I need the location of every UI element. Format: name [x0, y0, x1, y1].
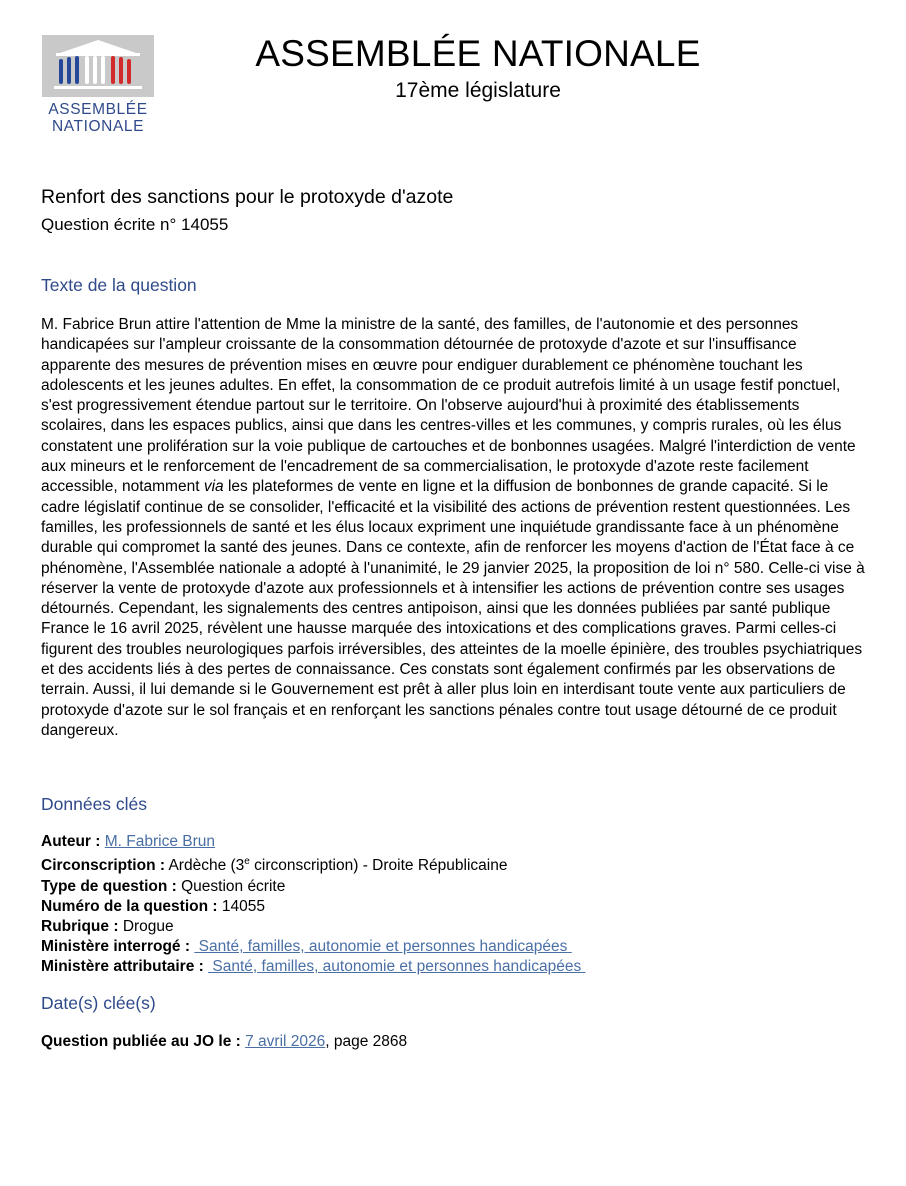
key-data-row-ministry-questioned [41, 937, 586, 957]
ministry-questioned-label: Ministère interrogé : [41, 938, 190, 956]
question-body-italic: via [203, 478, 224, 496]
logo-text [42, 101, 154, 135]
rubric-value: Drogue [122, 917, 174, 935]
key-data-row-author [41, 832, 586, 852]
ministry-attributed-label: Ministère attributaire : [41, 958, 204, 976]
number-label: Numéro de la question : [41, 897, 218, 915]
type-value: Question écrite [181, 877, 286, 895]
section-heading-text: Texte de la question [41, 275, 197, 295]
section-heading-key-data: Données clés [41, 794, 148, 814]
assemblee-nationale-logo-icon [42, 35, 154, 97]
key-data-row-circonscription [41, 852, 586, 876]
header-subtitle: 17ème législature [395, 79, 561, 102]
question-body-part-1: M. Fabrice Brun attire l'attention de Mme la ministre de la santé, des familles, de l'autonomie et des personnes handicapées sur l'ampleur croissante de la consommation détournée de protoxyde d'azote et sur l'insuffisance apparente des mesures de prévention mises en œuvre pour endiguer durablement ce phénomène touchant les adolescents et les jeunes adultes. En effet, la consommation de ce produit autrefois limité à un usage festif ponctuel, s'est progressivement étendue partout sur le territoire. On l'observe aujourd'hui à proximité des établissements scolaires, dans les espaces publics, ainsi que dans les centres-villes et les communes, y compris rurales, où les élus constatent une prolifération sur la voie publique de cartouches et de bonbonnes usagées. Malgré l'interdiction de vente aux mineurs et le renforcement de l'encadrement de sa commercialisation, le protoxyde d'azote reste facilement accessible, notamment [41, 316, 856, 496]
published-label: Question publiée au JO le : [41, 1033, 241, 1050]
author-label: Auteur : [41, 833, 101, 850]
key-data-list [41, 832, 586, 978]
number-value: 14055 [221, 897, 265, 915]
published-page: , page 2868 [325, 1033, 408, 1050]
published-date-link[interactable]: 7 avril 2026 [245, 1033, 326, 1050]
rubric-label: Rubrique : [41, 917, 119, 935]
published-date-row [41, 1032, 407, 1052]
header-title: ASSEMBLÉE NATIONALE [255, 33, 701, 74]
logo-line-1: ASSEMBLÉE [48, 101, 148, 118]
circonscription-value-a: Ardèche (3 [168, 857, 245, 875]
key-data-row-type [41, 877, 586, 897]
key-data-row-ministry-attributed [41, 957, 586, 977]
key-data-row-number [41, 897, 586, 917]
ministry-questioned-text: Santé, familles, autonomie et personnes handicapées [198, 938, 568, 956]
circonscription-value-b: circonscription) - Droite Républicaine [254, 857, 508, 875]
question-number: Question écrite n° 14055 [41, 215, 229, 234]
circonscription-superscript: e [244, 856, 250, 868]
section-heading-dates: Date(s) clée(s) [41, 993, 156, 1013]
assemblee-nationale-logo[interactable] [42, 35, 154, 135]
ministry-questioned-link[interactable] [194, 938, 571, 955]
question-body-part-2: les plateformes de vente en ligne et la diffusion de bonbonnes de grande capacité. Si le cadre législatif continue de se consolider, l'efficacité et la visibilité des actions de prévention restent questionnées. Les familles, les professionnels de santé et les élus locaux expriment une inquiétude grandissante face à un phénomène durable qui compromet la santé des jeunes. Dans ce contexte, afin de renforcer les moyens d'action de l'État face à ce phénomène, l'Assemblée nationale a adopté à l'unanimité, le 29 janvier 2025, la proposition de loi n° 580. Celle-ci vise à réserver la vente de protoxyde d'azote aux professionnels et à intensifier les actions de prévention contre ses usages détournés. Cependant, les signalements des centres antipoison, ainsi que les données publiées par santé publique France le 16 avril 2025, révèlent une hausse marquée des intoxications et des complications graves. Parmi celles-ci figurent des troubles neurologiques parfois irréversibles, des atteintes de la moelle épinière, des troubles psychiatriques et des accidents liés à des pertes de connaissance. Ces constats sont également confirmés par les observations de terrain. Aussi, il lui demande si le Gouvernement est prêt à aller plus loin en interdisant toute vente aux particuliers de protoxyde d'azote sur le sol français et en renforçant les sanctions pénales contre tout usage détourné de ce produit dangereux. [41, 478, 865, 739]
question-title: Renfort des sanctions pour le protoxyde d'azote [41, 186, 454, 208]
ministry-attributed-link[interactable] [208, 958, 585, 975]
logo-line-2: NATIONALE [51, 118, 145, 135]
ministry-attributed-text: Santé, familles, autonomie et personnes handicapées [212, 958, 582, 976]
circonscription-value [168, 857, 507, 874]
question-body [41, 315, 867, 741]
type-label: Type de question : [41, 877, 177, 895]
key-data-row-rubric [41, 917, 586, 937]
circonscription-label: Circonscription : [41, 857, 166, 875]
author-link[interactable]: M. Fabrice Brun [104, 833, 215, 850]
